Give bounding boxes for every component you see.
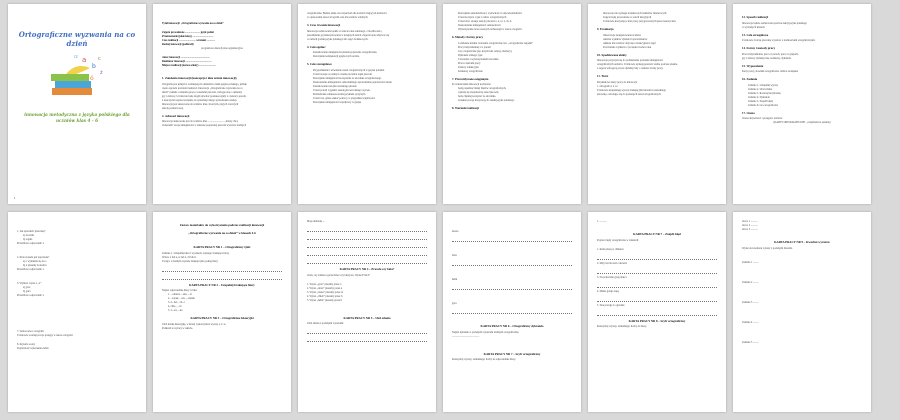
text-line: Innowacja jest skierowana do uczniów klas czwartych, piątych i szóstych [162,102,239,106]
text-line: Ortografia jest jednym z ważniejszych elementów nauki języka polskiego, jednak [162,82,247,86]
text-line: Uczeń korzysta z gier i zabaw ortograficznych [458,16,507,19]
text-line: 1. ...ołnierz, ...eka, ...ór [168,293,192,296]
page-3 [298,4,436,204]
answer-line [307,228,427,232]
text-line: Analiza wyników dyktand i sprawdzianów [603,37,648,41]
page-12 [733,212,871,412]
answer-line [307,244,427,248]
text-line: 1. ........... [597,220,607,223]
text-line: Prawidłowa odpowiedź: a [17,268,44,271]
text-line: Innowacja będzie realizowana podczas lekcji języka polskiego [742,21,807,25]
text-line: słowo 1 ........... [742,220,758,223]
answer-line [597,256,717,260]
text-line: Przeznaczenie (jakie klasy) ................................ [162,35,214,38]
worksheet-title: KARTA PRACY NR 8 – Szyfr ortograficzny [628,318,686,323]
text-line: pisownię, odwołując się do poznanych zasad ortograficznych. [597,92,662,96]
text-line: w wybranych klasach. [742,25,766,29]
text-line: Kształtowanie umiejętności pisania poprawnie ortograficznie, [313,51,378,54]
text-line: ortograficznie. Będzie także ona wsparciem dla uczniów mających trudności [307,12,387,15]
text-line: Rozwijanie kompetencji językowych ucznia. [313,55,360,58]
text-line: 7. Samoocena z ortografii [17,330,44,333]
answer-line [162,268,282,272]
text-line: Zadanie 5. Znajdź błędy [748,99,774,103]
text-line: 5. Tata pracuje w ogrodzie [597,303,625,307]
section-heading: 10. Spodziewane efekty [597,52,627,57]
text-line: Uczeń stosuje w praktyce wiedzę na temat reguł pisowni [313,72,372,76]
text-line: Rozszyfruj wyrazy, zamieniając liczby na odpowiednie litery. [452,358,516,361]
text-line: Pracy indywidualnej i w parach [458,45,491,49]
text-line: Tytuł innowacji: „Ortograficzne wyzwania na co dzień” [162,22,224,25]
text-line: 3. Wybierz wyraz z „ó” [17,282,42,285]
text-line: Zadanie 6. Gra ortograficzna [748,103,778,107]
text-line: Podkreśl te wyrazy w tekście. [162,326,193,330]
cover-subtitle: innowacja metodyczna z języka polskiego dla uczniów klas 4 - 6 [24,112,130,123]
text-line: Rozwijanie umiejętności współpracy w grupie [313,100,362,104]
text-line: Gry ortograficzne (np. krzyżówki, rebusy, memory) [458,49,512,53]
text-line: w ramach godzin języka polskiego lub zajęć dodatkowych. [307,37,369,41]
page-heading: „Ortograficzne wyzwania na co dzień” w klasach 4-6 [188,230,256,235]
text-line: Innowacja realizowana będzie w trakcie roku szkolnego, z możliwością [307,29,382,33]
section-heading: 17. Ocena [742,110,755,115]
answer-line [452,310,572,314]
text-line: przedłużenia jej funkcjonowania w kolejnych latach. Zajęcia będą odbywać się [307,33,390,37]
svg-text:b: b [92,63,96,70]
text-line: b) u piszemy na końcu [23,264,47,267]
answer-line [307,338,427,342]
text-line: gry i zabawy. Uczniowie będą mogli utrwalać poznane reguły w ciekawy sposób, [162,94,247,98]
text-line: 1. Jak sprawdzić pisownię? [17,230,46,233]
books-and-letters-illustration-icon [46,54,108,106]
text-line: Porównanie wyników z początku i końca roku [603,45,652,49]
text-line: Konkursy ortograficzne [458,69,483,73]
text-line: (KARTY ORTOGRAFICZNE – przykładowe zadania) [773,121,831,124]
text-line: Zadanie 3. Rozwiąż krzyżówkę [748,91,781,95]
section-heading: 5. Cele szczegółowe [307,62,332,66]
text-line: ortograficznych uczniów. Uczniowie zyskają pewność siebie podczas pisania, [597,63,678,66]
worksheet-title: KARTA PRACY NR 6 – Ortograficzny dyktando [480,324,544,328]
text-line: 1. Kruk pisze po chmurze [597,247,624,251]
text-line: Prawidłowa odpowiedź: a [17,242,44,245]
text-line: 3. Na podwórku grają dzieci [597,275,627,279]
svg-text:rz: rz [74,54,78,59]
text-line: Czas realizacji .......................... wrzesień ............. [162,39,216,42]
text-line: zwiększą swoją motywację do nauki języka polskiego. [458,99,515,102]
section-heading: 4. Cele ogólne: [307,44,326,49]
section-heading: 8. Warunki realizacji [452,106,479,110]
text-line: 4. Wyraz „chleb” piszemy przez h [307,294,343,298]
text-line: 4. chle..., ..ść [168,305,182,308]
text-line: szkoły podstawowej. [162,106,184,110]
text-line: Prawidłowa odpowiedź: a [17,294,44,297]
text-line: Zajęcia prowadzone ....................... język polski [162,31,214,34]
text-line: Obserwacje zaangażowania uczniów [603,33,642,37]
text-line: Praca indywidualna, praca w parach, praca w grupach, [742,52,799,56]
text-line: morze [452,230,459,233]
text-line: a) góra [23,286,31,289]
text-line: 1. Ortografia z ó i u [597,84,618,88]
text-line: wykażą się znajomością zasad pisowni, [458,91,499,94]
text-line: 3. d...bel, ...m...r [168,301,186,304]
text-line: w opanowaniu zasad ortografii oraz dla uczniów zdolnych. [307,16,369,19]
text-line: Doskonalenie umiejętności samodzielnego sprawdzania poprawności tekstu [313,80,392,84]
text-line: 2. ...łopak, ...ata, ...ołądek [168,297,195,300]
page-2 [153,4,291,204]
text-line: 2. Która zasada jest poprawna? [17,256,50,259]
text-line: słowo 2 ........... [742,224,758,227]
answer-line [307,236,427,240]
text-line: Przykładowe karty pracy do innowacji [597,80,638,84]
text-line: Ćwiczenia z wykorzystaniem słownika [458,57,499,61]
text-line: Ocena aktywności i postępów uczniów [742,117,783,120]
section-heading: 15. Wyposażenie [742,63,764,68]
section-heading: 3. Czas trwania innowacji [307,23,341,27]
text-line: Zadanie 4. Dyktando [748,95,770,99]
section-heading: 9. Ewaluacja [597,27,614,31]
text-line: Poprawność wykonania zadań [17,347,49,350]
page-7 [8,212,146,412]
page-number: 1 [14,195,16,200]
worksheet-title: KARTA PRACY NR 5 – Ułóż zdania [343,315,391,320]
answer-line [307,252,427,256]
answer-line [597,312,717,316]
text-line: b) gura [23,290,31,293]
text-line: Zadanie 1 ......... [742,260,759,264]
answer-line [452,238,572,242]
text-line: hełm [452,278,458,281]
text-line: doskonalić swoje umiejętności w zakresie poprawnej pisowni wyrazów trudnych [162,124,246,127]
text-line: Rozwijanie samodzielności, wytrwałości i odpowiedzialności [458,12,522,15]
text-line: Uczniowie ćwiczą pisownię wyrazów z trudnościami ortograficznymi. [742,39,816,42]
worksheet-title: KARTA PRACY NR 7 – Znajdź błąd [633,232,681,236]
section-heading: 2. Adresaci innowacji [162,113,190,118]
text-line: Zabawy edukacyjne [458,65,479,69]
text-line: Popraw błędy ortograficzne w zdaniach: [597,238,639,242]
worksheet-title: KARTA PRACY NR 7 – Szyfr ortograficzny [483,351,541,356]
text-line: a nauczyciel uzyska narzędzie do systematycznego sprawdzania wiedzy. [162,98,238,102]
text-line: Uczniowie korzystają z kart pracy przygotowanych przez nauczyciela. [603,20,677,23]
section-heading: 13. Cele szczegółowe [742,32,769,37]
text-line: 4. Mama gotuje zupę [597,289,619,293]
page-11 [588,212,726,412]
text-line: Oceń, czy zdania są prawdziwe czy fałszywe. Wpisz P lub F. [307,273,371,277]
svg-text:c: c [98,56,101,62]
text-line: 5. Wyraz „hełm” piszemy przez h [307,298,342,302]
answer-line [452,286,572,290]
text-line: Rozszyfruj wyrazy, zamieniając liczby na litery. [597,325,647,328]
text-line: Moje ulubione ... [307,220,325,223]
text-line: b) reguła [23,238,33,241]
text-line: żaba [452,254,457,257]
text-line: Autor innowacji ............................................. [162,56,210,59]
answer-line [307,260,427,264]
worksheet-title: KARTA PRACY NR 9 – Kwadrat wyrazów [774,240,830,244]
text-line: Zadanie 4 ......... [742,320,759,324]
text-line: Dyktanda różnego typu [458,53,483,57]
answer-line [162,276,282,280]
text-line: Uczniowie uzupełniają wyrazy brakującymi literami i uzasadniają [597,88,666,92]
text-line: Uczeń potrafi wyjaśnić zasadę pisowni danego wyrazu [313,88,370,92]
section-heading: 14. Formy i metody pracy [742,46,776,50]
text-line: dzień” zakłada codzienną pracę z zasadami pisowni, wzbogaconą o elementy [162,90,243,94]
text-line: góra [452,302,457,305]
text-line: Ułóż zdania z podanymi wyrazami: [307,322,344,325]
page-6 [733,4,871,204]
text-line: Realizator innowacji ........................................ [162,60,212,63]
text-line: Praca z kartami pracy [458,61,481,65]
text-line: 2. Wyraz „mórz” piszemy przez u [307,286,343,290]
text-line: 8. Kryteria oceny [17,343,36,346]
text-line: Ułóż krótką historyjkę, w której wykorzystasz wyrazy z ó i u. [162,322,226,326]
text-line: Doskonalenie umiejętności samokontroli [458,24,501,27]
text-line: będą chętniej korzystać ze słownika, [458,95,496,98]
answer-line [597,270,717,274]
svg-text:ż: ż [100,70,103,76]
text-line: Karty pracy, słowniki ortograficzne, tablica, komputer [742,70,799,73]
text-line: słowo 3 ........... [742,228,758,231]
text-line: 5. ż...wa, ...ka [168,309,183,312]
page-9 [298,212,436,412]
text-line: Napisz odpowiednie litery w luki. [162,289,198,292]
text-line: a) ó wymienia się na o [23,260,47,263]
worksheet-title: KARTA PRACY NR 1 – Ortograficzny Quiz [193,245,251,249]
worksheet-title: KARTA PRACY NR 3 – Ortograficzne historyjki [190,316,254,320]
page-5 [588,4,726,204]
text-line: Uczeń zna i stosuje zasady pisowni ó, u, rz, ż, ch, h [458,20,512,23]
text-line: Rodzaj innowacji (podkreśl): [162,43,195,46]
page-1-cover [8,4,146,204]
page-4 [443,4,581,204]
answer-line [597,284,717,288]
text-line: Rozbudzanie zainteresowania językiem ojczystym [313,92,366,96]
answer-line [307,330,427,334]
text-line: Wpisz do kwadratu wyrazy z podanymi literami. [742,246,793,250]
text-line: Zadanie 5 ......... [742,340,759,344]
text-line: Wykorzystanie nowoczesnych technologii w nauce ortografii [458,28,522,31]
section-heading: 7. Przewidywane osiągnięcia [452,76,489,81]
text-line: programowa metodyczna organizacyjna [201,47,243,50]
text-line: często sprawia uczniom trudności. Innowacja „Ortograficzne wyzwania na co [162,86,243,90]
text-line: a) słownik [23,234,34,237]
text-line: Uczniowie oceniają swoje postępy w nauce ortografii [17,334,73,337]
text-line: Zadanie 3 ......... [742,300,759,304]
text-line: Miejsce realizacji (nazwa szkoły) .......................... [162,64,216,67]
text-line: Uczeń wie, gdzie szukać pomocy w przypadku wątpliwości [313,96,375,100]
text-line: Innowacja nie wymaga dodatkowych nakładów finansowych. [603,12,667,15]
text-line: Ankieta dla uczniów dotycząca atrakcyjności zajęć [603,41,656,45]
text-line: Kształtowanie nawyku starannego pisania [313,84,357,88]
text-line: Zadanie 2. Ułóż zdania [748,87,773,91]
svg-text:ó: ó [90,75,94,82]
text-line: będą popełniać mniej błędów ortograficznych, [458,87,507,90]
section-heading: 6. Metody i formy pracy [452,35,484,39]
text-line: Zadanie 2 ......... [742,280,759,284]
worksheet-title: KARTA PRACY NR 4 – Prawda czy fałsz? [339,267,395,271]
section-heading: 11. Treść [597,74,609,78]
text-line: Zajęcia będą prowadzone w salach lekcyjnych [603,16,652,19]
page-8 [153,212,291,412]
text-line: Codzienne krótkie ćwiczenia ortograficzne tzw. „ortograficzne zagadki” [458,41,533,45]
text-line: gry i zabawy dydaktyczne, konkursy, dyktanda. [742,56,792,60]
text-line: a zajęcia wzbogacą proces dydaktyczny o ciekawe formy pracy. [597,67,664,70]
section-heading: 1. Założenia innowacji (koncepcja i idea ucznia innowacji) [162,76,237,80]
text-line: Innowacja przyczyni się do podniesienia poziomu umiejętności [597,59,663,62]
section-heading: 16. Zadania [742,77,758,81]
section-heading: 12. Sposób realizacji [742,15,769,19]
text-line: 1. Wyraz „góra” piszemy przez ó [307,282,342,286]
text-line: Innowacja skierowana jest do uczniów klas .......................... ,którzy chcą [162,120,238,123]
text-line: .......................................... [452,334,480,338]
answer-line [452,262,572,266]
text-line: 3. Wyraz „rzeka” piszemy przez rz [307,290,344,294]
text-line: Zadanie 1. Uzupełnij luki w wyrazach, wpisując brakujące litery. [162,251,230,255]
text-line: Po zakończeniu innowacji uczniowie: [452,83,492,86]
answer-line [597,298,717,302]
text-line: Uwaga: w każdym wyrazie brakuje tylko jednej litery. [162,259,219,263]
text-line: Napisz dyktando z podanymi wyrazami trudnymi ortograficznie. [452,330,520,334]
worksheet-title: KARTA PRACY NR 2 – Uzupełnij brakujące litery [189,282,255,287]
cover-title: Ortograficzne wyzwania na co dzień [18,30,136,48]
page-10 [443,212,581,412]
text-line: 2. Mój brat ma stół z drewna [597,261,627,265]
text-line: Wstaw ó lub u, rz lub ż, ch lub h. [162,255,197,259]
text-line: Rozwijanie umiejętności korzystania ze słownika ortograficznego [313,76,382,80]
text-line: Przypomnienie i utrwalenie zasad ortograficznych w języku polskim [313,68,385,72]
svg-text:a: a [82,56,87,64]
text-line: Zadanie 1. Uzupełnij wyrazy [748,83,779,87]
page-heading: Zestaw materiałów do wykorzystania podczas realizacji innowacji [179,223,265,227]
